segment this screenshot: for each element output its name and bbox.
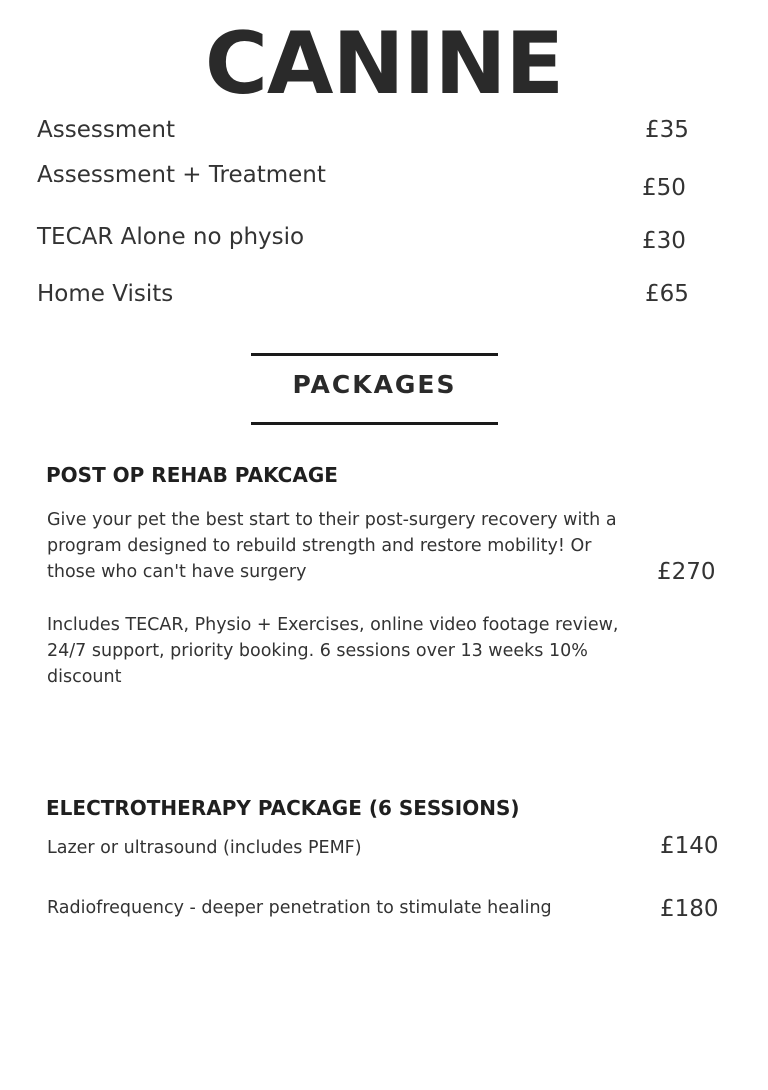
- service-label: Assessment + Treatment: [37, 162, 326, 188]
- page-title: CANINE: [204, 14, 564, 114]
- service-price: £65: [645, 281, 689, 307]
- service-price: £50: [642, 175, 686, 201]
- description-line: program designed to rebuild strength and restore mobility! Or: [47, 536, 592, 556]
- divider-top: [251, 353, 498, 356]
- electrotherapy-package-title: ELECTROTHERAPY PACKAGE (6 SESSIONS): [46, 796, 520, 820]
- service-label: TECAR Alone no physio: [37, 224, 305, 250]
- service-label: Assessment: [37, 117, 175, 143]
- service-price: £30: [642, 228, 686, 254]
- includes-line: discount: [47, 667, 122, 687]
- includes-line: 24/7 support, priority booking. 6 sessions over 13 weeks 10%: [47, 641, 588, 661]
- packages-heading: PACKAGES: [292, 370, 457, 399]
- description-line: those who can't have surgery: [47, 562, 307, 582]
- electro-item-label: Radiofrequency - deeper penetration to stimulate healing: [47, 898, 552, 918]
- electro-item-price: £180: [660, 896, 719, 922]
- includes-line: Includes TECAR, Physio + Exercises, online video footage review,: [47, 615, 619, 635]
- post-op-description: [47, 507, 657, 585]
- post-op-package-title: POST OP REHAB PAKCAGE: [46, 463, 338, 487]
- post-op-price: £270: [657, 559, 716, 585]
- description-line: Give your pet the best start to their post-surgery recovery with a: [47, 510, 617, 530]
- electro-item-price: £140: [660, 833, 719, 859]
- service-label: Home Visits: [37, 281, 174, 307]
- divider-bottom: [251, 422, 498, 425]
- electro-item-label: Lazer or ultrasound (includes PEMF): [47, 838, 362, 858]
- post-op-includes: [47, 612, 657, 690]
- service-price: £35: [645, 117, 689, 143]
